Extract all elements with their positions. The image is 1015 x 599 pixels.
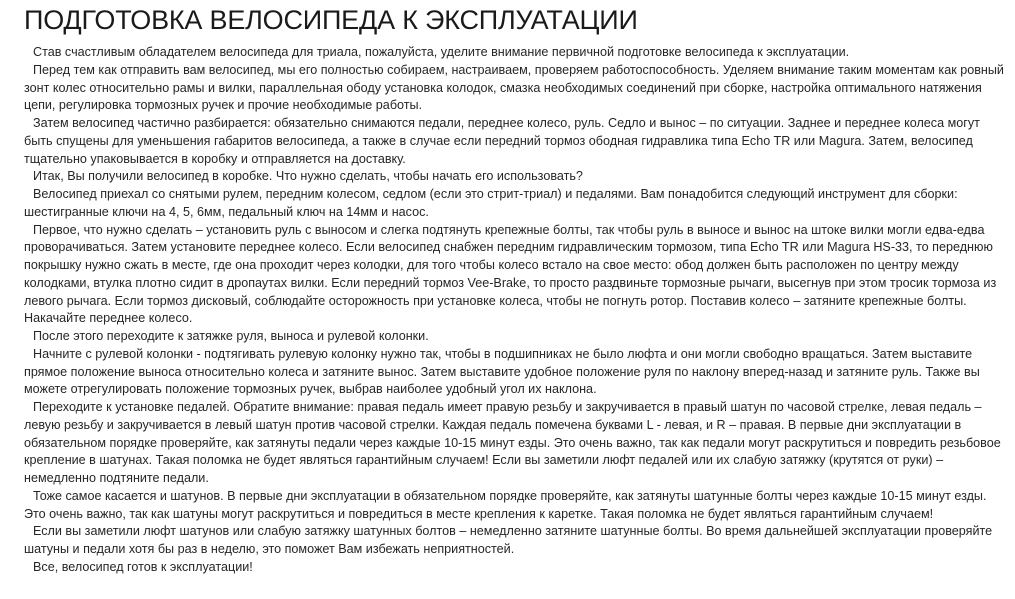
paragraph-intro: Став счастливым обладателем велосипеда для триала, пожалуйста, уделите внимание первичной подготовке велосипеда к эксплуатации. — [33, 45, 850, 59]
paragraph-pedals: Переходите к установке педалей. Обратите внимание: правая педаль имеет правую резьбу и закручивается в правый шатун по часовой стрелке, левая педаль – левую резьбу и закручивается в левый шатун против часовой стрелки. Каждая педаль помечена буквами L - левая, и R – правая. В первые дни эксплуатации в обязательном порядке проверяйте, как затянуты педали через каждые 10-15 минут езды. Это очень важно, так как педали могут раскрутиться и повредить резьбовое крепление в шатунах. Такая поломка не будет являться гарантийным случаем! Если вы заметили люфт педалей или их слабую затяжку (крутятся от руки) – немедленно подтяните педали. — [24, 400, 1001, 485]
article — [24, 0, 1006, 577]
paragraph-headset: Начните с рулевой колонки - подтягивать рулевую колонку нужно так, чтобы в подшипниках не было люфта и они могли свободно вращаться. Затем выставите прямое положение выноса относительно колеса и затяните вынос. Затем выставите удобное положение руля по наклону вперед-назад и затяните руль. Также вы можете отрегулировать положение тормозных ручек, выбрав наиболее удобный угол их наклона. — [24, 346, 980, 397]
paragraph-ready: Все, велосипед готов к эксплуатации! — [33, 559, 253, 574]
paragraph-disassembly: Затем велосипед частично разбирается: обязательно снимаются педали, переднее колесо, руль. Седло и вынос – по ситуации. Заднее и переднее колеса могут быть спущены для уменьшения габаритов велосипеда, а также в случае если передний тормоз ободная гидравлика типа Echo TR или Magura. Затем, велосипед тщательно упаковывается в коробку и отправляется на доставку. — [24, 116, 980, 166]
paragraph-cranks: Тоже самое касается и шатунов. В первые дни эксплуатации в обязательном порядке проверяйте, как затянуты шатунные болты через каждые 10-15 минут езды. Это очень важно, так как шатуны могут раскрутиться и повредиться в месте крепления к каретке. Такая поломка не будет являться гарантийным случаем! — [24, 488, 987, 521]
paragraph-tools: Велосипед приехал со снятыми рулем, передним колесом, седлом (если это стрит-триал) и педалями. Вам понадобится следующий инструмент для сборки: шестигранные ключи на 4, 5, 6мм, педальный ключ на 14мм и насос. — [24, 187, 958, 219]
paragraph-tightening: После этого переходите к затяжке руля, выноса и рулевой колонки. — [33, 329, 429, 343]
paragraph-handlebar-wheel: Первое, что нужно сделать – установить руль с выносом и слегка подтянуть крепежные болты, так чтобы руль в выносе и вынос на штоке вилки могли едва-едва проворачиваться. Затем установите переднее колесо. Если велосипед снабжен передним гидравлическим тормозом, типа Echo TR или Magura HS-33, то переднюю покрышку нужно сжать в месте, где она проходит через колодки, для того чтобы колесо встало на свое место: обод должен быть расположен по центру между колодками, втулка плотно сидит в дропаутах вилки. Если передний тормоз Vee-Brake, то просто раздвиньте тормозные рычаги, высегнув при этом тросик тормоза из левого рычага. Если тормоз дисковый, соблюдайте осторожность при установке колеса, чтобы не погнуть ротор. Поставив колесо – затяните крепежные болты. Накачайте переднее колесо. — [24, 222, 997, 326]
paragraph-crank-bolts: Если вы заметили люфт шатунов или слабую затяжку шатунных болтов – немедленно затяните шатунные болты. Во время дальнейшей эксплуатации проверяйте шатуны и педали хотя бы раз в неделю, это поможет Вам избежать неприятностей. — [24, 524, 993, 556]
page-title: ПОДГОТОВКА ВЕЛОСИПЕДА К ЭКСПЛУАТАЦИИ — [24, 5, 638, 35]
paragraph-question: Итак, Вы получили велосипед в коробке. Что нужно сделать, чтобы начать его использовать? — [33, 169, 583, 184]
paragraph-preparation: Перед тем как отправить вам велосипед, мы его полностью собираем, настраиваем, проверяем работоспособность. Уделяем внимание таким моментам как ровный зонт колес относительно рамы и вилки, параллельная ободу установка колодок, смазка необходимых соединений при сборке, настройка оптимального натяжения цепи, регулировка тормозных ручек и прочие необходимые работы. — [24, 62, 1004, 113]
